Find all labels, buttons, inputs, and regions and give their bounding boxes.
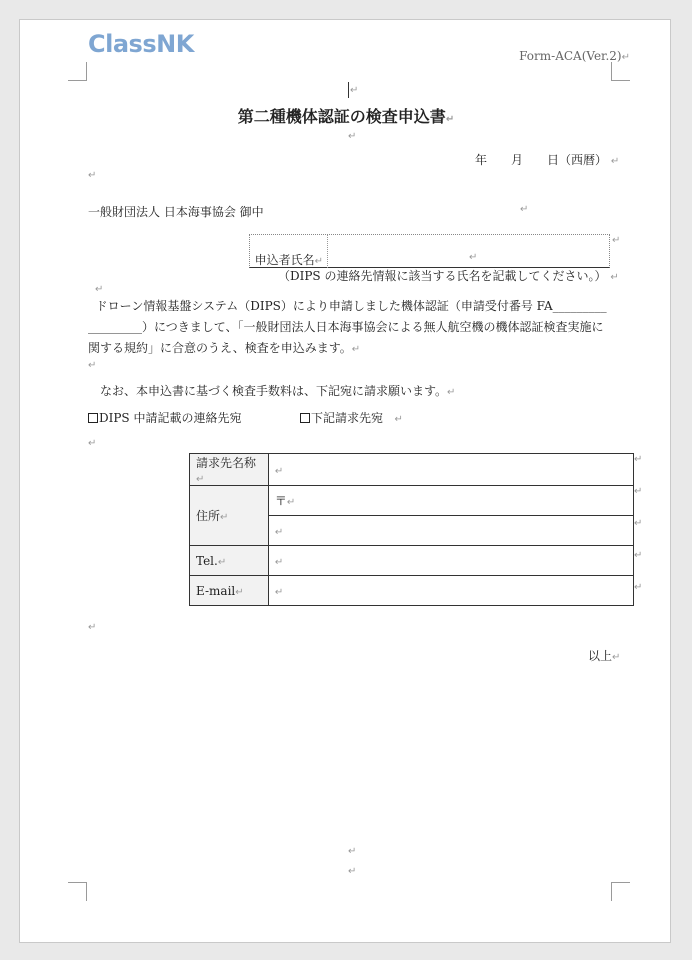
addressee: 一般財団法人 日本海事協会 御中 xyxy=(88,205,264,219)
table-row xyxy=(190,454,634,486)
postal-code-field[interactable]: 〒↵ xyxy=(268,486,633,516)
option-billing-address[interactable]: 下記請求先宛 ↵ xyxy=(300,409,403,426)
row-end-mark: ↵ xyxy=(634,582,643,593)
option-dips-contact[interactable]: DIPS 中請記載の連絡先宛 xyxy=(88,409,241,426)
table-row xyxy=(190,546,634,576)
checkbox-icon[interactable] xyxy=(88,413,98,423)
classnk-logo: ClassNK xyxy=(88,30,194,58)
checkbox-icon[interactable] xyxy=(300,413,310,423)
paragraph-mark: ↵ xyxy=(88,438,97,449)
request-line-1: ドローン情報基盤システム（DIPS）により申請しました機体認証（申請受付番号 FA_________ xyxy=(95,299,607,313)
paragraph-mark: ↵ xyxy=(348,866,357,877)
paragraph-mark: ↵ xyxy=(350,85,359,96)
corner-mark-top-right xyxy=(611,62,630,81)
tel-label: Tel.↵ xyxy=(190,546,269,576)
row-end-mark: ↵ xyxy=(634,486,643,497)
corner-mark-top-left xyxy=(68,62,87,81)
form-id: Form-ACA(Ver.2)↵ xyxy=(519,49,630,63)
applicant-note: （DIPS の連絡先情報に該当する氏名を記載してください。） ↵ xyxy=(278,269,619,283)
document-title: 第二種機体認証の検査申込書↵ xyxy=(237,107,455,126)
applicant-name-box xyxy=(249,234,610,268)
text-cursor xyxy=(348,82,349,98)
document-page xyxy=(19,19,671,943)
billing-table xyxy=(189,453,634,606)
paragraph-mark: ↵ xyxy=(612,235,621,246)
row-end-mark: ↵ xyxy=(634,518,643,529)
row-end-mark: ↵ xyxy=(634,550,643,561)
paragraph-mark: ↵ xyxy=(520,204,529,215)
closing-text: 以上↵ xyxy=(588,649,621,663)
billing-name-field[interactable]: ↵ xyxy=(268,454,633,486)
corner-mark-bottom-left xyxy=(68,882,87,901)
paragraph-mark: ↵ xyxy=(348,131,357,142)
paragraph-mark: ↵ xyxy=(95,284,104,295)
billing-name-label: 請求先名称↵ xyxy=(190,454,269,486)
corner-mark-bottom-right xyxy=(611,882,630,901)
date-line[interactable]: 年 月 日（西暦） ↵ xyxy=(475,153,620,167)
email-field[interactable]: ↵ xyxy=(268,576,633,606)
address-label: 住所↵ xyxy=(190,486,269,546)
paragraph-mark: ↵ xyxy=(88,170,97,181)
applicant-name-field[interactable]: ↵ xyxy=(469,252,478,263)
email-label: E-mail↵ xyxy=(190,576,269,606)
request-line-2: _________）につきまして、「一般財団法人日本海事協会による無人航空機の機体認証検査実施に xyxy=(88,320,604,334)
paragraph-mark: ↵ xyxy=(88,360,97,371)
applicant-name-label: 申込者氏名↵ xyxy=(250,235,328,268)
tel-field[interactable]: ↵ xyxy=(268,546,633,576)
paragraph-mark: ↵ xyxy=(88,622,97,633)
billing-request-text: なお、本申込書に基づく検査手数料は、下記宛に請求願います。↵ xyxy=(100,384,456,398)
request-paragraph xyxy=(88,296,613,360)
table-row xyxy=(190,486,634,516)
paragraph-mark: ↵ xyxy=(348,846,357,857)
row-end-mark: ↵ xyxy=(634,454,643,465)
address-field[interactable]: ↵ xyxy=(268,516,633,546)
table-row xyxy=(190,576,634,606)
request-line-3: 関する規約」に合意のうえ、検査を申込みます。↵ xyxy=(88,341,361,355)
